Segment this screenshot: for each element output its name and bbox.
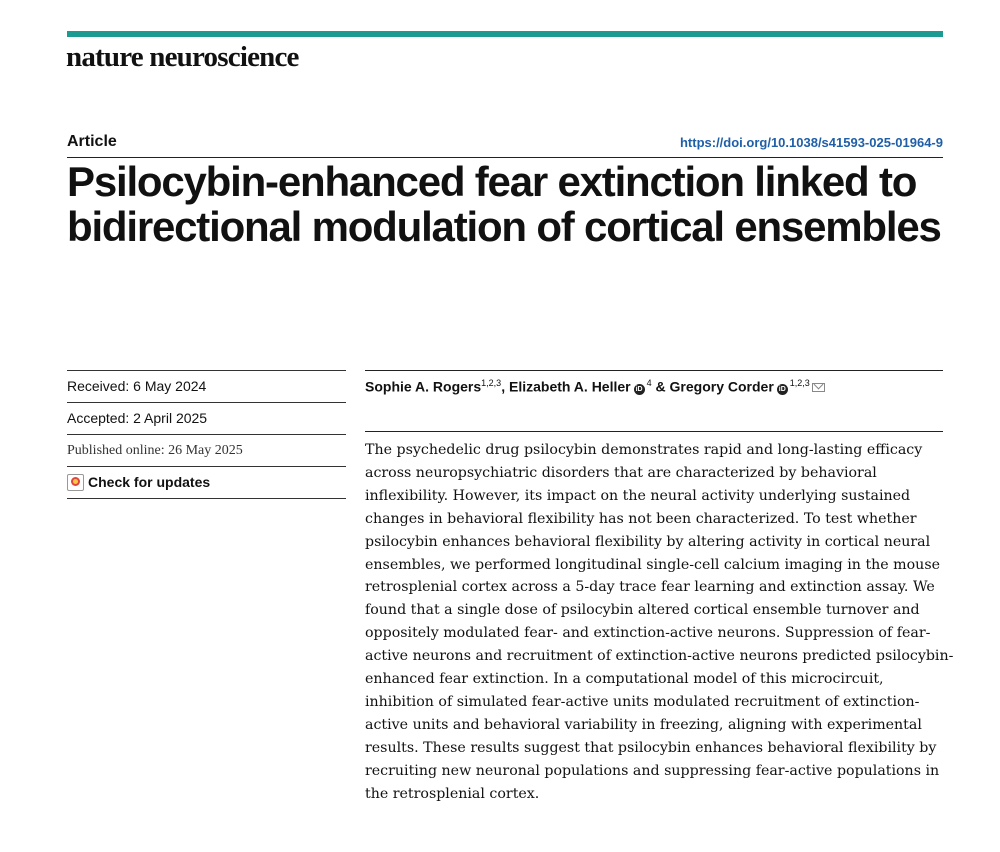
journal-name: nature neuroscience: [66, 41, 299, 73]
check-updates-icon: [67, 474, 84, 491]
author-separator: ,: [501, 378, 509, 395]
article-type-label: Article: [67, 133, 117, 150]
article-metadata: [67, 370, 346, 499]
article-title: Psilocybin-enhanced fear extinction linked to bidirectional modulation of cortical ensembles: [67, 158, 941, 250]
author-list: [365, 378, 825, 395]
author-affiliation: 4: [646, 378, 652, 388]
authors-divider: [365, 370, 943, 371]
abstract-divider: [365, 431, 943, 432]
orcid-icon[interactable]: iD: [778, 385, 786, 393]
author-name[interactable]: Sophie A. Rogers: [365, 378, 482, 395]
author-separator: &: [651, 378, 670, 395]
abstract-text: The psychedelic drug psilocybin demonstrates rapid and long-lasting efficacy across neuropsychiatric disorders that are characterized by behavioral inflexibility. However, its impact on the neural activity underlying sustained changes in behavioral flexibility has not been characterized. To test whether psilocybin enhances behavioral flexibility by altering activity in cortical neural ensembles, we performed longitudinal single-cell calcium imaging in the mouse retrosplenial cortex across a 5-day trace fear learning and extinction assay. We found that a single dose of psilocybin altered cortical ensemble turnover and oppositely modulated fear- and extinction-active neurons. Suppression of fear-active neurons and recruitment of extinction-active neurons predicted psilocybin-enhanced fear extinction. In a computational model of this microcircuit, inhibition of simulated fear-active units modulated recruitment of extinction-active units and behavioral variability in freezing, aligning with experimental results. These results suggest that psilocybin enhances behavioral flexibility by recruiting new neuronal populations and suppressing fear-active populations in the retrosplenial cortex.: [365, 442, 954, 802]
metadata-divider: [67, 498, 346, 499]
author-affiliation: 1,2,3: [481, 378, 502, 388]
author-name[interactable]: Elizabeth A. Heller: [508, 378, 631, 395]
doi-link[interactable]: https://doi.org/10.1038/s41593-025-01964-9: [679, 135, 943, 150]
accepted-date: Accepted: 2 April 2025: [67, 410, 208, 426]
email-icon[interactable]: [812, 383, 825, 392]
orcid-icon[interactable]: iD: [635, 385, 643, 393]
author-affiliation: 1,2,3: [789, 378, 810, 388]
check-for-updates-button[interactable]: [67, 467, 346, 498]
published-date: Published online: 26 May 2025: [67, 443, 243, 458]
check-updates-label: Check for updates: [88, 474, 211, 490]
journal-accent-bar: [67, 31, 943, 37]
author-name[interactable]: Gregory Corder: [669, 378, 774, 395]
received-date: Received: 6 May 2024: [67, 378, 207, 394]
